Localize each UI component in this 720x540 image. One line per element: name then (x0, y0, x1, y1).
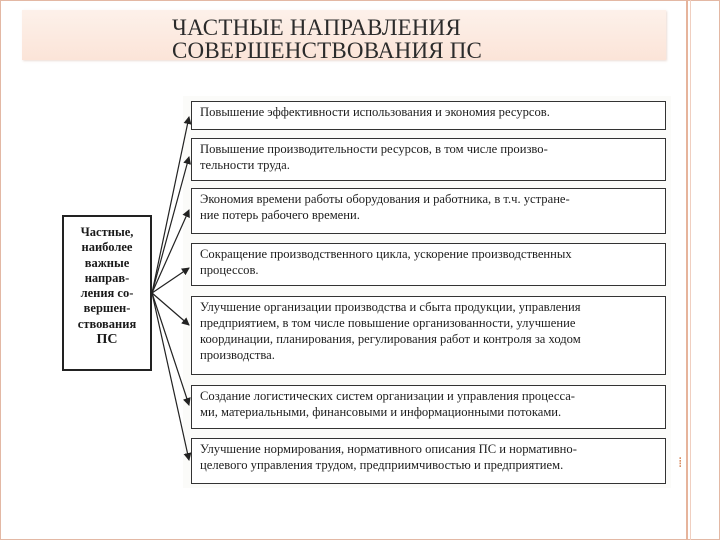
source-line: наиболее (81, 240, 133, 255)
source-line: направ- (84, 270, 130, 285)
source-line: важные (84, 255, 130, 270)
direction-line: ние потерь рабочего времени. (200, 208, 360, 222)
source-line: Частные, (80, 225, 134, 239)
direction-box-6 (191, 385, 666, 429)
direction-line: производства. (200, 348, 275, 362)
source-line: ПС (96, 332, 118, 348)
direction-line: Повышение производительности ресурсов, в том числе произво- (200, 142, 548, 156)
source-line: вершен- (83, 301, 131, 316)
direction-box-7 (191, 438, 666, 484)
decorative-mark: ⁞ (678, 455, 683, 471)
direction-line: процессов. (200, 263, 259, 277)
direction-line: Сокращение производственного цикла, ускорение производственных (200, 247, 572, 261)
direction-box-4 (191, 243, 666, 286)
direction-box-1 (191, 101, 666, 130)
direction-line: ми, материальными, финансовыми и информационными потоками. (200, 405, 562, 419)
direction-line: целевого управления трудом, предприимчивостью и предприятием. (200, 458, 564, 472)
direction-line: Создание логистических систем организации и управления процесса- (200, 389, 575, 403)
direction-line: координации, планирования, регулирования работ и контроля за ходом (200, 332, 581, 346)
direction-box-2 (191, 138, 666, 181)
connector-arrow (152, 293, 189, 460)
direction-line: Улучшение организации производства и сбыта продукции, управления (200, 300, 581, 314)
connector-arrow (152, 117, 189, 293)
source-line: ления со- (80, 286, 134, 301)
direction-box-3 (191, 188, 666, 234)
connector-arrow (152, 293, 189, 405)
source-line: ствования (77, 316, 137, 331)
source-box (62, 215, 152, 371)
direction-line: Повышение эффективности использования и экономия ресурсов. (200, 105, 550, 119)
slide-title-line: ЧАСТНЫЕ НАПРАВЛЕНИЯ (172, 15, 462, 40)
slide-title-line: СОВЕРШЕНСТВОВАНИЯ ПС (172, 38, 483, 63)
direction-line: Улучшение нормирования, нормативного описания ПС и нормативно- (200, 442, 577, 456)
direction-box-5 (191, 296, 666, 375)
direction-line: тельности труда. (200, 158, 290, 172)
connector-arrow (152, 157, 189, 293)
direction-line: Экономия времени работы оборудования и работника, в т.ч. устране- (200, 192, 570, 206)
direction-line: предприятием, в том числе повышение организованности, улучшение (200, 316, 576, 330)
